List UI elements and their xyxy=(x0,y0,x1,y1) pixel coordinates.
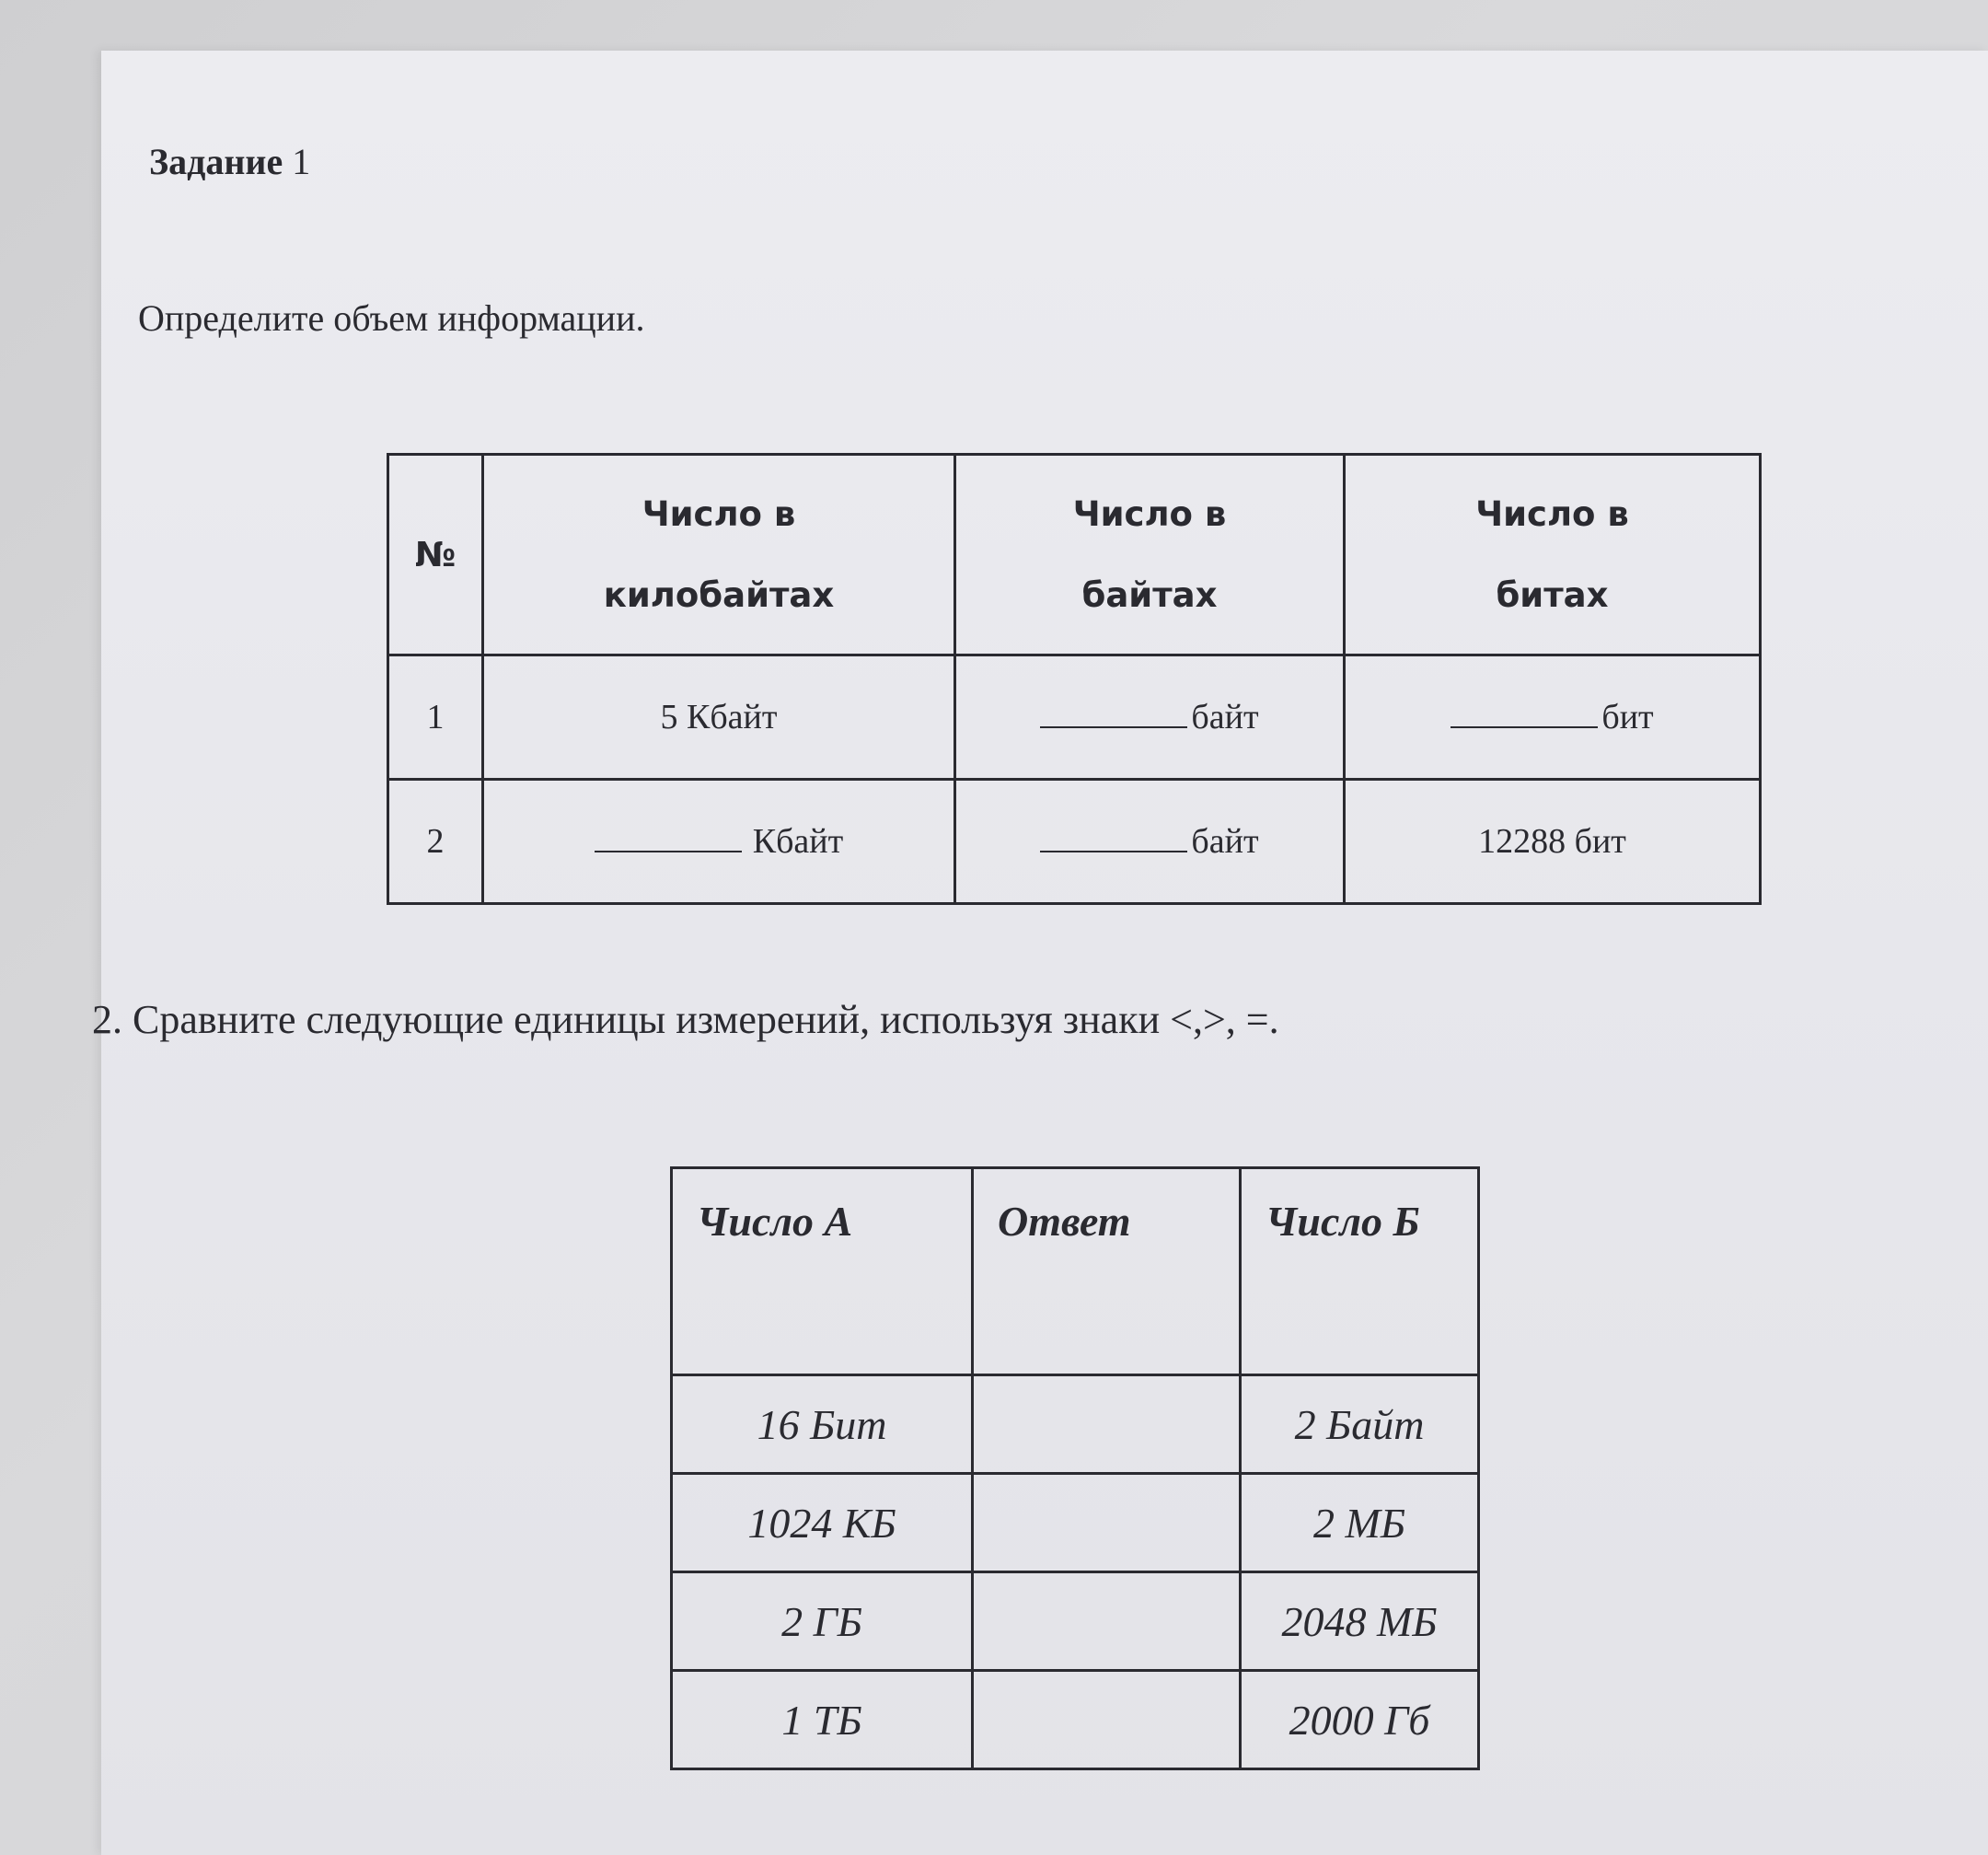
header-bytes-line1: Число в xyxy=(1072,493,1227,534)
header-bytes-line2: байтах xyxy=(1081,574,1218,615)
question-2-text: 2. Сравните следующие единицы измерений, используя знаки <,>, =. xyxy=(92,997,1279,1042)
answer-blank[interactable] xyxy=(1040,699,1187,728)
row-number: 2 xyxy=(388,780,483,904)
table-row xyxy=(672,1474,1479,1572)
cell-bytes xyxy=(955,780,1345,904)
header-bytes xyxy=(955,455,1345,655)
header-number-a: Число А xyxy=(672,1168,973,1375)
cell-bytes xyxy=(955,655,1345,780)
answer-blank[interactable] xyxy=(595,823,742,852)
answer-blank[interactable] xyxy=(1040,823,1187,852)
cell-number-b: 2 МБ xyxy=(1241,1474,1479,1572)
cell-bits: 12288 бит xyxy=(1345,780,1761,904)
unit-label: байт xyxy=(1191,698,1259,736)
cell-number-a: 16 Бит xyxy=(672,1375,973,1474)
cell-answer[interactable] xyxy=(973,1572,1241,1671)
cell-number-a: 2 ГБ xyxy=(672,1572,973,1671)
header-bits-line1: Число в xyxy=(1475,493,1629,534)
task-title-label: Задание xyxy=(149,141,283,182)
task-title-number: 1 xyxy=(292,141,311,182)
header-bits xyxy=(1345,455,1761,655)
cell-answer[interactable] xyxy=(973,1671,1241,1769)
conversion-table xyxy=(387,453,1762,905)
header-bits-line2: битах xyxy=(1496,574,1609,615)
header-kilobytes-line1: Число в xyxy=(641,493,796,534)
header-kilobytes-line2: килобайтах xyxy=(603,574,835,615)
header-kilobytes xyxy=(483,455,955,655)
table-row xyxy=(672,1671,1479,1769)
cell-answer[interactable] xyxy=(973,1375,1241,1474)
cell-number-b: 2048 МБ xyxy=(1241,1572,1479,1671)
table-row xyxy=(672,1572,1479,1671)
table-row xyxy=(672,1375,1479,1474)
unit-label: байт xyxy=(1191,822,1259,861)
cell-answer[interactable] xyxy=(973,1474,1241,1572)
cell-kilobytes xyxy=(483,780,955,904)
table-header-row xyxy=(672,1168,1479,1375)
table-row xyxy=(388,655,1761,780)
row-number: 1 xyxy=(388,655,483,780)
comparison-table xyxy=(670,1166,1480,1770)
header-number-b: Число Б xyxy=(1241,1168,1479,1375)
cell-kilobytes: 5 Кбайт xyxy=(483,655,955,780)
header-number: № xyxy=(388,455,483,655)
unit-label: Кбайт xyxy=(752,822,844,861)
header-answer: Ответ xyxy=(973,1168,1241,1375)
unit-label: бит xyxy=(1601,698,1654,736)
cell-bits xyxy=(1345,655,1761,780)
table-header-row xyxy=(388,455,1761,655)
table-row xyxy=(388,780,1761,904)
task-title xyxy=(149,140,310,183)
cell-number-a: 1 ТБ xyxy=(672,1671,973,1769)
cell-number-b: 2000 Гб xyxy=(1241,1671,1479,1769)
instruction-text: Определите объем информации. xyxy=(138,297,645,339)
answer-blank[interactable] xyxy=(1451,699,1598,728)
cell-number-b: 2 Байт xyxy=(1241,1375,1479,1474)
cell-number-a: 1024 КБ xyxy=(672,1474,973,1572)
